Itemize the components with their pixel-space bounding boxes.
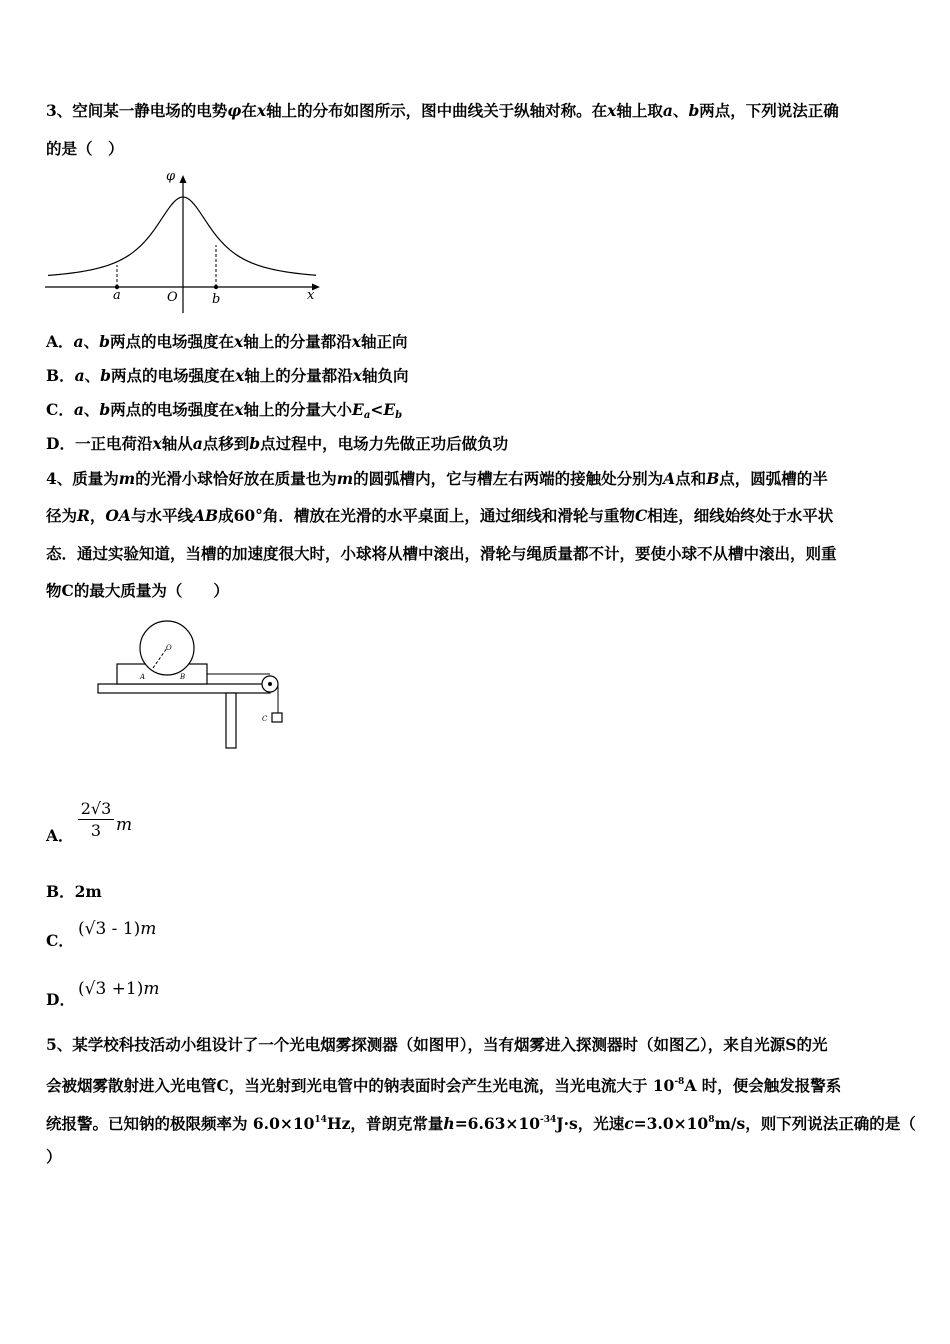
q5-stem-line2: 会被烟雾散射进入光电管C，当光射到光电管中的钠表面时会产生光电流，当光电流大于 $10^{-8}A$ 时，便会触发报警系 [46,1076,842,1095]
point-b-marker: B [180,673,186,681]
q4-stem-line4: 物C的最大质量为（ ） [46,581,229,600]
q5-stem-line3: 统报警。已知钠的极限频率为 $6.0\times 10^{14}Hz$，普朗克常量$h=6.63\times 10^{-34}J\cdot s$，光速$c=3.0\times 10^8m/s$，则下列说法正确的是（ [46,1114,916,1133]
q4-option-b[interactable]: B．2m [46,882,102,901]
x-axis-label: x [307,288,315,303]
q4-option-a-m: m [116,815,133,835]
q4-option-d-formula[interactable]: (√3 +1)m [78,979,160,999]
fraction-denominator: 3 [90,821,102,840]
point-a-marker: A [140,673,146,681]
q3-option-d[interactable]: D．一正电荷沿x轴从a点移到b点过程中，电场力先做正功后做负功 [46,434,509,453]
q4-stem-line2: 径为R，OA与水平线AB成60°角．槽放在光滑的水平桌面上，通过细线和滑轮与重物C相连，细线始终处于水平状 [46,506,834,525]
weight-c-label: C [262,715,268,723]
q4-option-c-label[interactable]: C． [46,931,74,950]
potential-graph [40,165,330,315]
q4-option-a-formula[interactable] [78,799,114,840]
q4-option-a-label[interactable]: A． [46,826,74,845]
phi-axis-label: φ [166,169,176,184]
q4-option-c-formula[interactable]: (√3 - 1)m [78,919,157,939]
q3-option-c[interactable]: C．a、b两点的电场强度在x轴上的分量大小$E_a<E_b$ [46,400,403,421]
q3-stem-line1: 3、空间某一静电场的电势φ在x轴上的分布如图所示，图中曲线关于纵轴对称。在x轴上取a、b两点，下列说法正确 [46,101,839,120]
q5-stem-line4: ） [46,1147,62,1166]
q4-stem-line1: 4、质量为m的光滑小球恰好放在质量也为m的圆弧槽内，它与槽左右两端的接触处分别为A点和B点，圆弧槽的半 [46,469,828,488]
point-a-label: a [113,288,121,303]
fraction-numerator: 2√3 [80,799,112,818]
q3-option-a[interactable]: A．a、b两点的电场强度在x轴上的分量都沿x轴正向 [46,332,408,351]
point-b-label: b [212,292,221,307]
origin-label: O [167,290,178,305]
q3-option-b[interactable]: B．a、b两点的电场强度在x轴上的分量都沿x轴负向 [46,366,409,385]
q4-stem-line3: 态．通过实验知道，当槽的加速度很大时，小球将从槽中滚出，滑轮与绳质量都不计，要使小球不从槽中滚出，则重 [46,544,837,563]
fraction-bar [78,819,114,820]
q4-option-d-label[interactable]: D． [46,990,75,1009]
q3-stem-line2: 的是（ ） [46,139,124,158]
center-o-label: O [166,644,172,652]
q5-stem-line1: 5、某学校科技活动小组设计了一个光电烟雾探测器（如图甲），当有烟雾进入探测器时（如图乙），来自光源S的光 [46,1035,828,1054]
groove-pulley-figure [92,617,292,757]
